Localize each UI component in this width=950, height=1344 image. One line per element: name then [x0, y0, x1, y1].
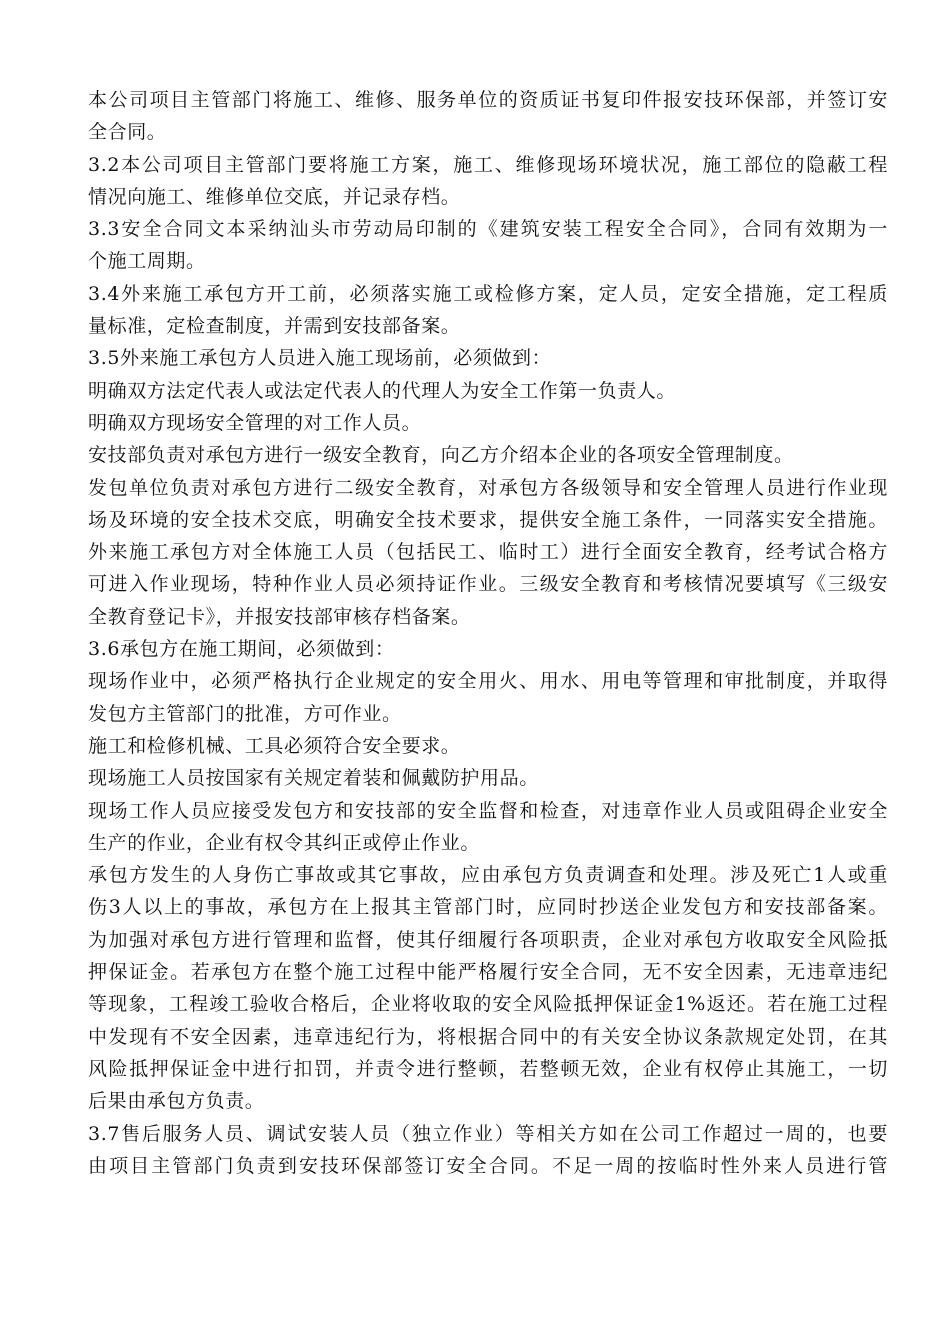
text-line: 现场工作人员应接受发包方和安技部的安全监督和检查，对违章作业人员或阻碍企业安全 — [88, 799, 888, 822]
text-line: 发包方主管部门的批准，方可作业。 — [88, 702, 402, 725]
text-line: 3.5外来施工承包方人员进入施工现场前，必须做到： — [88, 347, 552, 370]
text-line: 量标准，定检查制度，并需到安技部备案。 — [88, 315, 461, 338]
text-line: 情况向施工、维修单位交底，并记录存档。 — [88, 185, 461, 208]
text-line: 现场施工人员按国家有关规定着装和佩戴防护用品。 — [88, 767, 539, 790]
text-line: 3.2本公司项目主管部门要将施工方案，施工、维修现场环境状况，施工部位的隐蔽工程 — [88, 153, 888, 176]
document-body — [88, 84, 888, 1182]
text-line: 个施工周期。 — [88, 250, 206, 273]
text-line: 3.6承包方在施工期间，必须做到： — [88, 638, 395, 661]
text-line: 现场作业中，必须严格执行企业规定的安全用火、用水、用电等管理和审批制度，并取得 — [88, 670, 888, 693]
text-line: 安技部负责对承包方进行一级安全教育，向乙方介绍本企业的各项安全管理制度。 — [88, 444, 794, 467]
text-line: 外来施工承包方对全体施工人员（包括民工、临时工）进行全面安全教育，经考试合格方 — [88, 541, 888, 564]
text-line: 伤3人以上的事故，承包方在上报其主管部门时，应同时抄送企业发包方和安技部备案。 — [88, 896, 888, 919]
text-line: 中发现有不安全因素，违章违纪行为，将根据合同中的有关安全协议条款规定处罚，在其 — [88, 1025, 888, 1048]
text-line: 全合同。 — [88, 121, 167, 144]
text-line: 生产的作业，企业有权令其纠正或停止作业。 — [88, 831, 481, 854]
text-line: 可进入作业现场，特种作业人员必须持证作业。三级安全教育和考核情况要填写《三级安 — [88, 573, 888, 596]
text-line: 全教育登记卡》，并报安技部审核存档备案。 — [88, 605, 471, 628]
text-line: 由项目主管部门负责到安技环保部签订安全合同。不足一周的按临时性外来人员进行管 — [88, 1154, 888, 1177]
text-line: 等现象，工程竣工验收合格后，企业将收取的安全风险抵押保证金1%返还。若在施工过程 — [88, 993, 888, 1016]
text-line: 承包方发生的人身伤亡事故或其它事故，应由承包方负责调查和处理。涉及死亡1人或重 — [88, 864, 888, 887]
text-line: 场及环境的安全技术交底，明确安全技术要求，提供安全施工条件，一同落实安全措施。 — [88, 508, 888, 531]
text-line: 本公司项目主管部门将施工、维修、服务单位的资质证书复印件报安技环保部，并签订安 — [88, 89, 888, 111]
text-line: 风险抵押保证金中进行扣罚，并责令进行整顿，若整顿无效，企业有权停止其施工，一切 — [88, 1057, 888, 1080]
text-line: 后果由承包方负责。 — [88, 1090, 265, 1113]
text-line: 3.3安全合同文本采纳汕头市劳动局印制的《建筑安装工程安全合同》，合同有效期为一 — [88, 218, 888, 241]
text-line: 3.7售后服务人员、调试安装人员（独立作业）等相关方如在公司工作超过一周的，也要 — [88, 1122, 888, 1145]
text-line: 3.4外来施工承包方开工前，必须落实施工或检修方案，定人员，定安全措施，定工程质 — [88, 282, 888, 305]
text-line: 施工和检修机械、工具必须符合安全要求。 — [88, 734, 461, 757]
text-line: 押保证金。若承包方在整个施工过程中能严格履行安全合同，无不安全因素，无违章违纪 — [88, 961, 888, 984]
text-line: 明确双方法定代表人或法定代表人的代理人为安全工作第一负责人。 — [88, 379, 677, 402]
text-line: 发包单位负责对承包方进行二级安全教育，对承包方各级领导和安全管理人员进行作业现 — [88, 476, 888, 499]
text-line: 明确双方现场安全管理的对工作人员。 — [88, 411, 422, 434]
text-line: 为加强对承包方进行管理和监督，使其仔细履行各项职责，企业对承包方收取安全风险抵 — [88, 928, 888, 951]
